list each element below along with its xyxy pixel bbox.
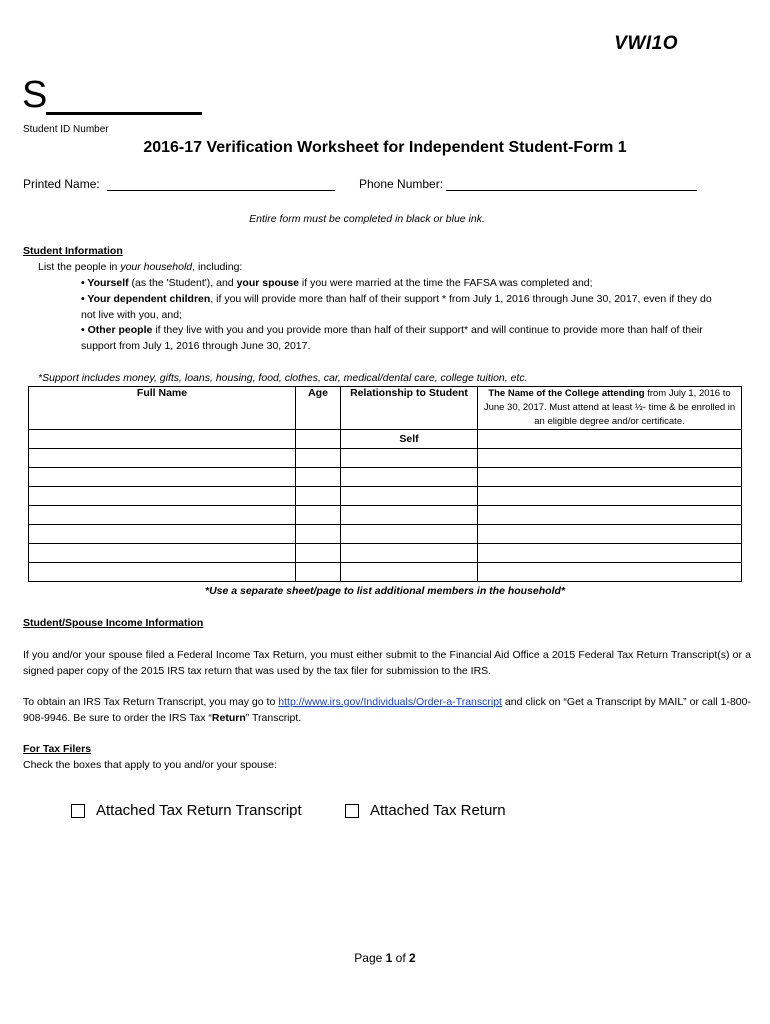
relationship-cell[interactable] <box>341 506 478 525</box>
age-cell[interactable] <box>296 525 341 544</box>
tax-filers-instruction: Check the boxes that apply to you and/or your spouse: <box>23 759 277 771</box>
page-number: Page 1 of 2 <box>354 951 416 965</box>
relationship-cell[interactable] <box>341 563 478 582</box>
tax-return-label: Attached Tax Return <box>370 802 506 819</box>
income-paragraph: If you and/or your spouse filed a Federal Income Tax Return, you must either submit to the Financial Aid Office a 2015 Federal Tax Return Transcript(s) or a signed paper copy of the 2015 IRS tax return that was used by the tax filer for submission to the IRS. <box>23 649 751 677</box>
household-table <box>28 386 742 582</box>
college-cell[interactable] <box>478 544 742 563</box>
header-college: The Name of the College attending from July 1, 2016 to June 30, 2017. Must attend at least ½- time & be enrolled in an eligible degree and/or certificate. <box>478 387 742 430</box>
student-id-prefix: S <box>22 74 48 116</box>
name-cell[interactable] <box>29 525 296 544</box>
header-relationship: Relationship to Student <box>341 387 478 430</box>
age-cell[interactable] <box>296 563 341 582</box>
bullet-other-people: • Other people if they live with you and you provide more than half of their support* and will continue to provide more than half of their support from July 1, 2016 through June 30, 2017. <box>81 324 703 352</box>
college-cell[interactable] <box>478 449 742 468</box>
name-cell[interactable] <box>29 449 296 468</box>
name-cell[interactable] <box>29 506 296 525</box>
relationship-cell[interactable] <box>341 487 478 506</box>
age-cell[interactable] <box>296 506 341 525</box>
age-cell[interactable] <box>296 430 341 449</box>
name-cell[interactable] <box>29 563 296 582</box>
self-cell: Self <box>341 430 478 449</box>
college-cell[interactable] <box>478 506 742 525</box>
relationship-cell[interactable] <box>341 544 478 563</box>
name-cell[interactable] <box>29 430 296 449</box>
name-cell[interactable] <box>29 544 296 563</box>
table-row <box>29 563 742 582</box>
relationship-cell[interactable] <box>341 449 478 468</box>
table-row <box>29 525 742 544</box>
age-cell[interactable] <box>296 544 341 563</box>
tax-return-checkbox[interactable] <box>345 804 359 818</box>
table-row <box>29 544 742 563</box>
option-tax-return <box>345 802 506 819</box>
college-cell[interactable] <box>478 487 742 506</box>
income-info-heading: Student/Spouse Income Information <box>23 617 204 629</box>
printed-name-label: Printed Name: <box>23 177 100 191</box>
college-cell[interactable] <box>478 563 742 582</box>
transcript-checkbox[interactable] <box>71 804 85 818</box>
phone-number-label: Phone Number: <box>359 177 444 191</box>
name-cell[interactable] <box>29 487 296 506</box>
college-cell[interactable] <box>478 430 742 449</box>
relationship-cell[interactable] <box>341 468 478 487</box>
phone-number-field[interactable] <box>446 190 697 191</box>
form-code: VWI1O <box>614 33 678 54</box>
support-note: *Support includes money, gifts, loans, housing, food, clothes, car, medical/dental care, college tuition, etc. <box>38 372 528 384</box>
age-cell[interactable] <box>296 468 341 487</box>
name-cell[interactable] <box>29 468 296 487</box>
table-row <box>29 506 742 525</box>
college-cell[interactable] <box>478 468 742 487</box>
header-age: Age <box>296 387 341 430</box>
household-intro: List the people in your household, including: <box>38 261 243 273</box>
option-transcript <box>71 802 302 819</box>
relationship-cell[interactable] <box>341 525 478 544</box>
ink-note: Entire form must be completed in black or blue ink. <box>249 213 485 225</box>
student-info-heading: Student Information <box>23 245 123 257</box>
table-row <box>29 487 742 506</box>
printed-name-field[interactable] <box>107 190 335 191</box>
table-row <box>29 468 742 487</box>
separate-sheet-note: *Use a separate sheet/page to list additional members in the household* <box>204 585 565 597</box>
transcript-paragraph: To obtain an IRS Tax Return Transcript, you may go to http://www.irs.gov/Individuals/Order-a-Transcript and click on “Get a Transcript by MAIL” or call 1-800-908-9946. Be sure to order the IRS Tax “Return” Transcript. <box>23 696 751 724</box>
bullet-yourself: • Yourself (as the 'Student'), and your spouse if you were married at the time the FAFSA was completed and; <box>81 277 593 289</box>
header-full-name: Full Name <box>29 387 296 430</box>
bullet-dependent-children: • Your dependent children, if you will provide more than half of their support * from July 1, 2016 through June 30, 2017, even if they do not live with you, and; <box>81 293 712 321</box>
age-cell[interactable] <box>296 487 341 506</box>
tax-filers-heading: For Tax Filers <box>23 743 92 755</box>
page-title: 2016-17 Verification Worksheet for Independent Student-Form 1 <box>143 139 627 156</box>
college-cell[interactable] <box>478 525 742 544</box>
age-cell[interactable] <box>296 449 341 468</box>
table-row <box>29 449 742 468</box>
transcript-label: Attached Tax Return Transcript <box>96 802 302 819</box>
student-id-caption: Student ID Number <box>23 124 109 135</box>
irs-transcript-link[interactable]: http://www.irs.gov/Individuals/Order-a-Transcript <box>278 696 502 708</box>
student-id-field[interactable] <box>46 112 202 115</box>
